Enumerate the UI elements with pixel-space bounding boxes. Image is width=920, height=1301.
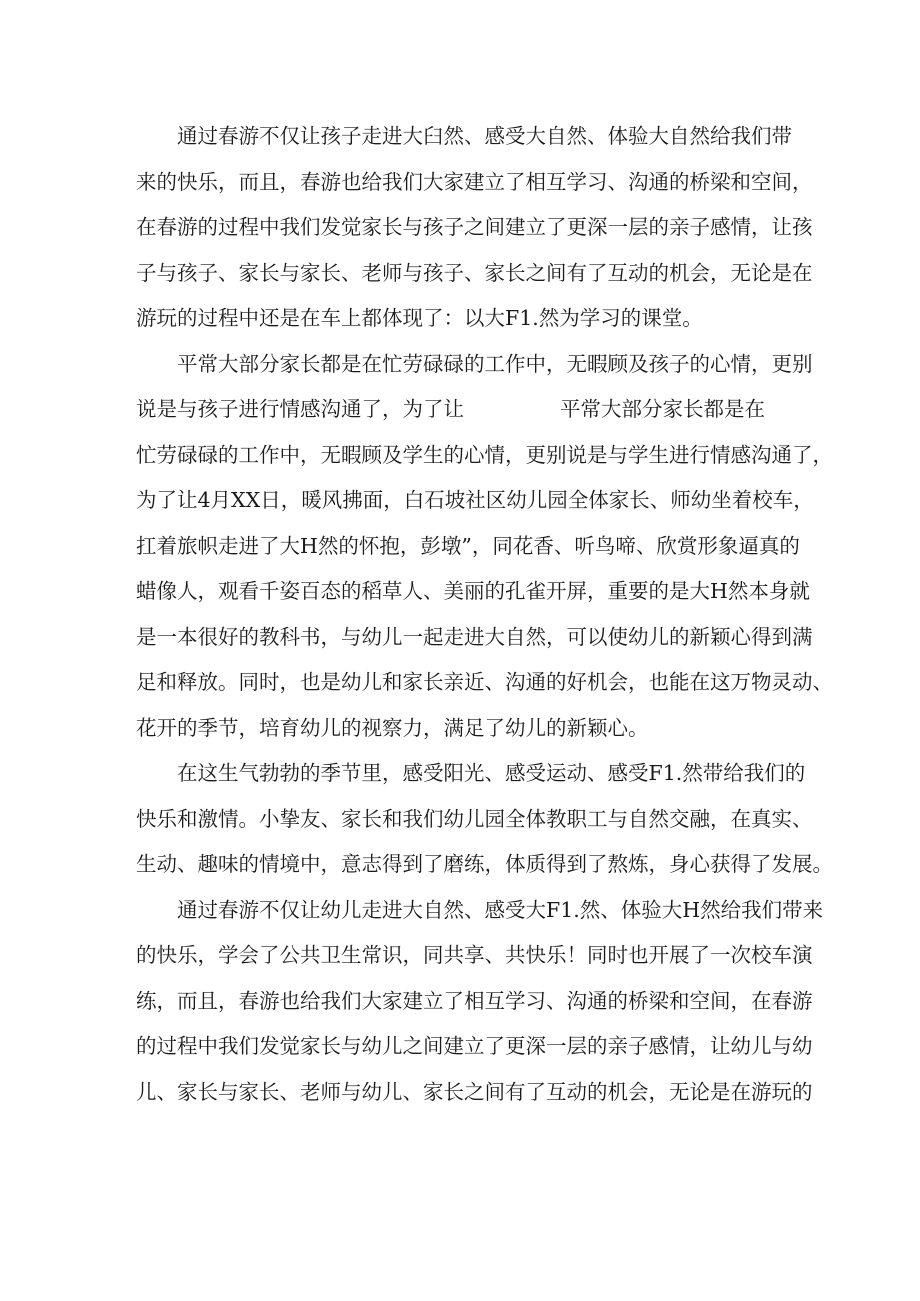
document-body — [136, 114, 833, 1115]
paragraph-1-line-2: 来的快乐，而且，春游也给我们大家建立了相互学习、沟通的桥梁和空间， — [136, 169, 813, 194]
paragraph-2-line-6: 蜡像人，观看千姿百态的稻草人、美丽的孔雀开屏，重要的是大H然本身就 — [136, 579, 810, 603]
paragraph-4-line-3: 练，而且，春游也给我们大家建立了相互学习、沟通的桥梁和空间，在春游 — [136, 988, 813, 1013]
paragraph-2-line-8: 足和释放。同时，也是幼儿和家长亲近、沟通的好机会，也能在这万物灵动、 — [136, 670, 833, 694]
paragraph-1-line-3: 在春游的过程中我们发觉家长与孩子之间建立了更深一层的亲子感情，让孩 — [136, 215, 813, 239]
paragraph-1-line-1: 通过春游不仅让孩子走进大臼然、感受大自然、体验大自然给我们带 — [177, 124, 792, 148]
paragraph-3-line-1: 在这生气勃勃的季节里，感受阳光、感受运动、感受F1.然带给我们的 — [177, 761, 806, 785]
paragraph-4-line-4: 的过程中我们发觉家长与幼儿之间建立了更深一层的亲子感情，让幼儿与幼 — [136, 1034, 813, 1058]
paragraph-2-line-9: 花开的季节，培育幼儿的视察力，满足了幼儿的新颖心。 — [136, 715, 649, 740]
paragraph-2-line-2-left: 说是与孩子进行情感沟通了，为了让 — [136, 397, 464, 421]
paragraph-2-line-1: 平常大部分家长都是在忙劳碌碌的工作中，无暇顾及孩子的心情，更别 — [177, 351, 813, 376]
paragraph-2-line-2 — [136, 387, 796, 433]
paragraph-3-line-3: 生动、趣味的情境中，意志得到了磨练，体质得到了熬炼，身心获得了发展。 — [136, 852, 833, 876]
paragraph-1-line-4: 子与孩子、家长与家长、老师与孩子、家长之间有了互动的机会，无论是在 — [136, 260, 813, 285]
paragraph-2-line-2-right: 平常大部分家长都是在 — [560, 397, 765, 421]
paragraph-1-line-5: 游玩的过程中还是在车上都体现了：以大F1.然为学习的课堂。 — [136, 306, 703, 330]
paragraph-2-line-4: 为了让4月XX日，暖风拂面，白石坡社区幼儿园全体家长、师幼坐着校车， — [136, 488, 814, 512]
paragraph-2-line-7: 是一本很好的教科书，与幼儿一起走进大自然，可以使幼儿的新颖心得到满 — [136, 624, 813, 649]
paragraph-4-line-2: 的快乐，学会了公共卫生常识，同共享、共快乐！同时也开展了一次校车演 — [136, 943, 813, 967]
paragraph-2-line-3: 忙劳碌碌的工作中，无暇顾及学生的心情，更别说是与学生进行情感沟通了， — [136, 442, 833, 467]
paragraph-3-line-2: 快乐和激情。小挚友、家长和我们幼儿园全体教职工与自然交融，在真实、 — [136, 806, 813, 831]
paragraph-2-line-5: 扛着旅帜走进了大H然的怀抱，彭墩”，同花香、听鸟啼、欣赏形象逼真的 — [136, 533, 800, 558]
paragraph-4-line-1: 通过春游不仅让幼儿走进大自然、感受大F1.然、体验大H然给我们带来 — [177, 897, 824, 922]
paragraph-4-line-5: 儿、家长与家长、老师与幼儿、家长之间有了互动的机会，无论是在游玩的 — [136, 1079, 813, 1104]
